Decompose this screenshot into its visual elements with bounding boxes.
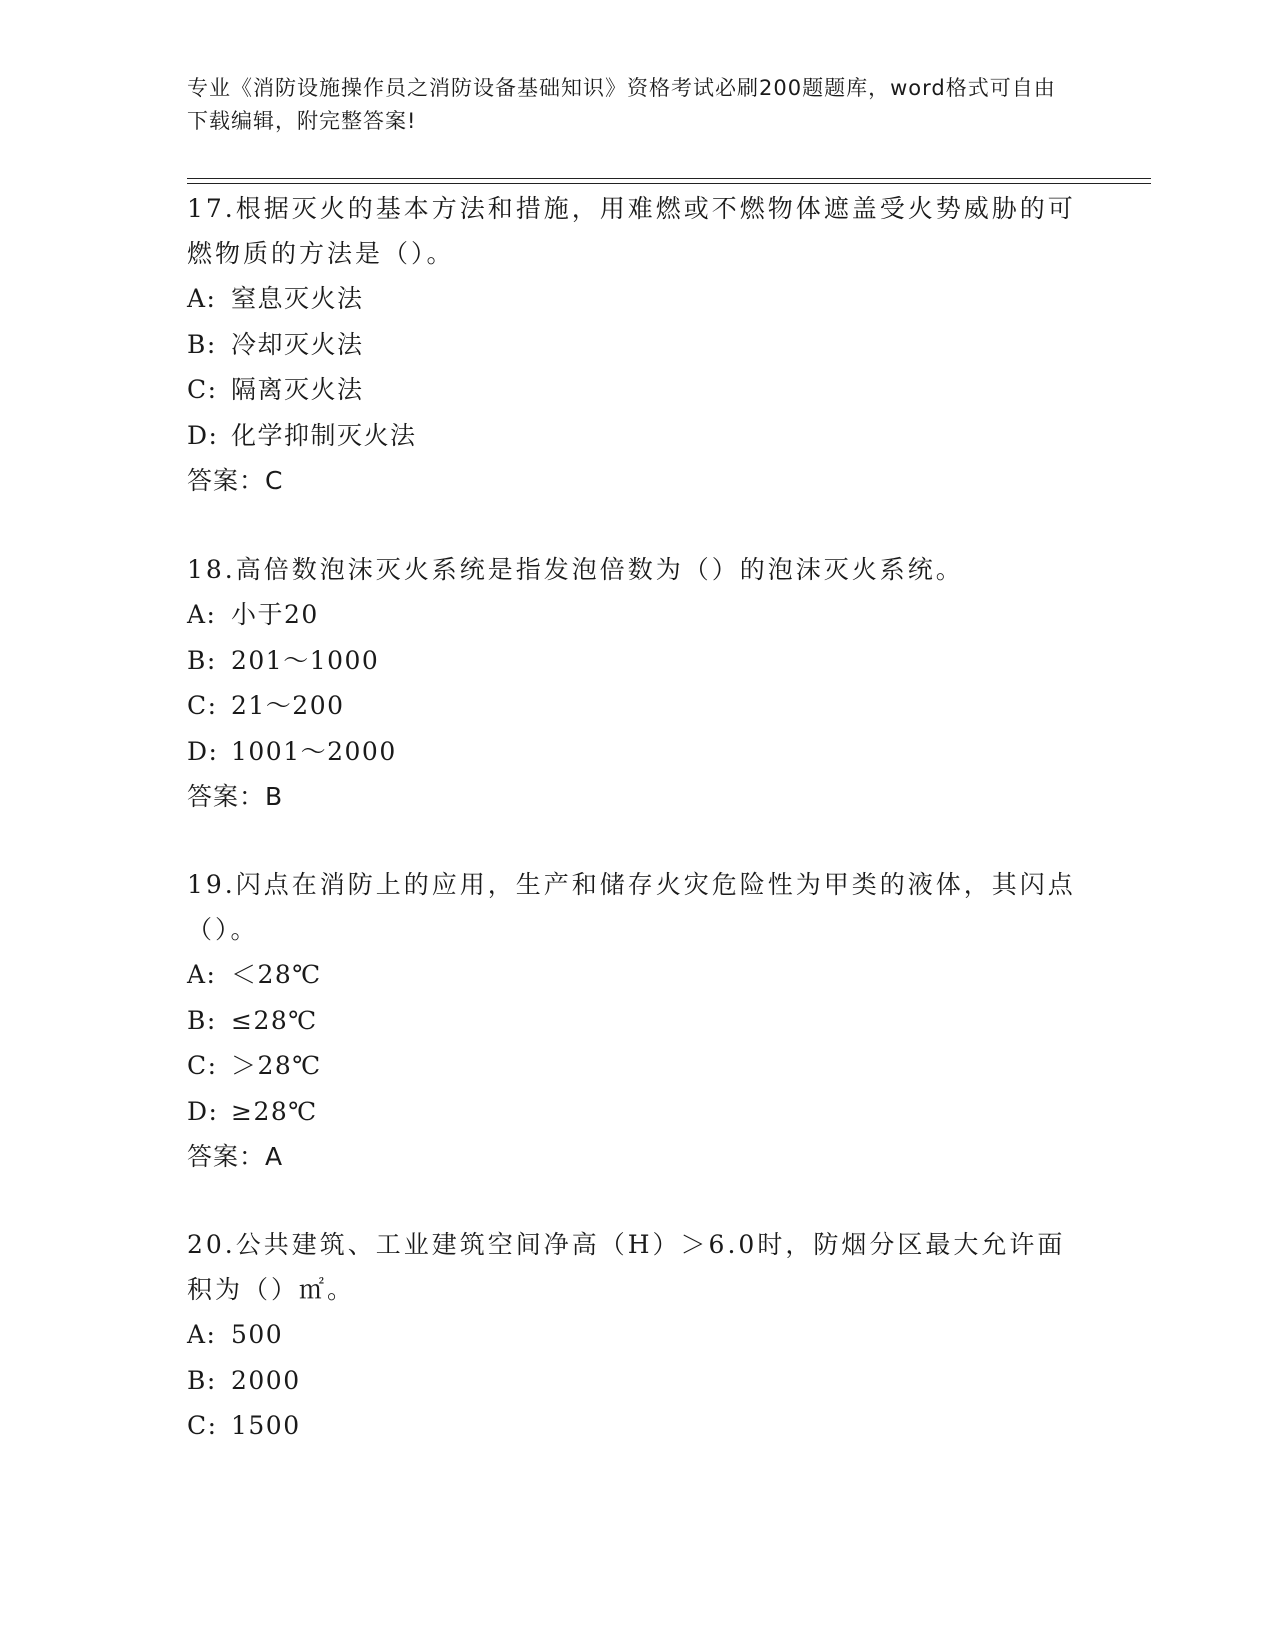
option-c — [187, 1043, 1087, 1089]
option-text: 1001～2000 — [231, 736, 397, 766]
answer-line: 答案：A — [187, 1142, 284, 1171]
option-text: 1500 — [231, 1411, 301, 1440]
question-text: 19.闪点在消防上的应用，生产和储存火灾危险性为甲类的液体，其闪点（）。 — [187, 870, 1076, 944]
option-text: 2000 — [231, 1365, 301, 1395]
option-letter: A: — [187, 600, 217, 629]
option-letter: D: — [187, 420, 219, 450]
question-text: 18.高倍数泡沫灭火系统是指发泡倍数为（）的泡沫灭火系统。 — [187, 555, 964, 584]
question-17 — [187, 186, 1087, 504]
option-letter: A: — [187, 1320, 217, 1349]
option-a — [187, 592, 1087, 638]
option-text: 小于20 — [231, 600, 319, 629]
option-letter: A: — [187, 284, 217, 313]
question-text: 17.根据灭火的基本方法和措施，用难燃或不燃物体遮盖受火势威胁的可燃物质的方法是（）。 — [187, 194, 1076, 268]
option-text: ＜28℃ — [231, 960, 322, 989]
header-divider-bottom — [187, 183, 1151, 184]
option-text: 500 — [231, 1320, 284, 1349]
option-letter: B: — [187, 1005, 217, 1035]
option-letter: A: — [187, 960, 217, 989]
option-d — [187, 729, 1087, 775]
question-19 — [187, 862, 1087, 1180]
option-c — [187, 367, 1087, 413]
option-text: 冷却灭火法 — [231, 329, 364, 359]
option-text: ≤28℃ — [231, 1005, 318, 1035]
header-divider-top — [187, 178, 1151, 179]
document-header: 专业《消防设施操作员之消防设备基础知识》资格考试必刷200题题库，word格式可自由下载编辑，附完整答案! — [187, 76, 1056, 133]
option-letter: C: — [187, 1051, 218, 1080]
option-text: ＞28℃ — [231, 1051, 322, 1080]
option-b — [187, 638, 1087, 684]
answer-line: 答案：B — [187, 782, 284, 811]
option-text: 化学抑制灭火法 — [231, 420, 417, 450]
option-b — [187, 322, 1087, 368]
option-d — [187, 413, 1087, 459]
question-20 — [187, 1222, 1087, 1449]
option-a — [187, 276, 1087, 322]
option-d — [187, 1089, 1087, 1135]
option-text: ≥28℃ — [231, 1096, 318, 1126]
option-letter: C: — [187, 691, 218, 720]
option-b — [187, 1358, 1087, 1404]
option-text: 201～1000 — [231, 645, 380, 675]
option-letter: C: — [187, 1411, 218, 1440]
option-c — [187, 1403, 1087, 1449]
question-18 — [187, 547, 1087, 820]
option-letter: B: — [187, 1365, 217, 1395]
option-text: 隔离灭火法 — [231, 375, 364, 404]
option-a — [187, 952, 1087, 998]
option-b — [187, 998, 1087, 1044]
option-letter: B: — [187, 329, 217, 359]
answer-line: 答案：C — [187, 466, 284, 495]
option-c — [187, 683, 1087, 729]
option-text: 21～200 — [231, 691, 345, 720]
option-letter: C: — [187, 375, 218, 404]
question-text: 20.公共建筑、工业建筑空间净高（H）＞6.0时，防烟分区最大允许面积为（）㎡。 — [187, 1230, 1066, 1304]
option-letter: B: — [187, 645, 217, 675]
option-letter: D: — [187, 736, 219, 766]
option-a — [187, 1312, 1087, 1358]
option-text: 窒息灭火法 — [231, 284, 364, 313]
option-letter: D: — [187, 1096, 219, 1126]
